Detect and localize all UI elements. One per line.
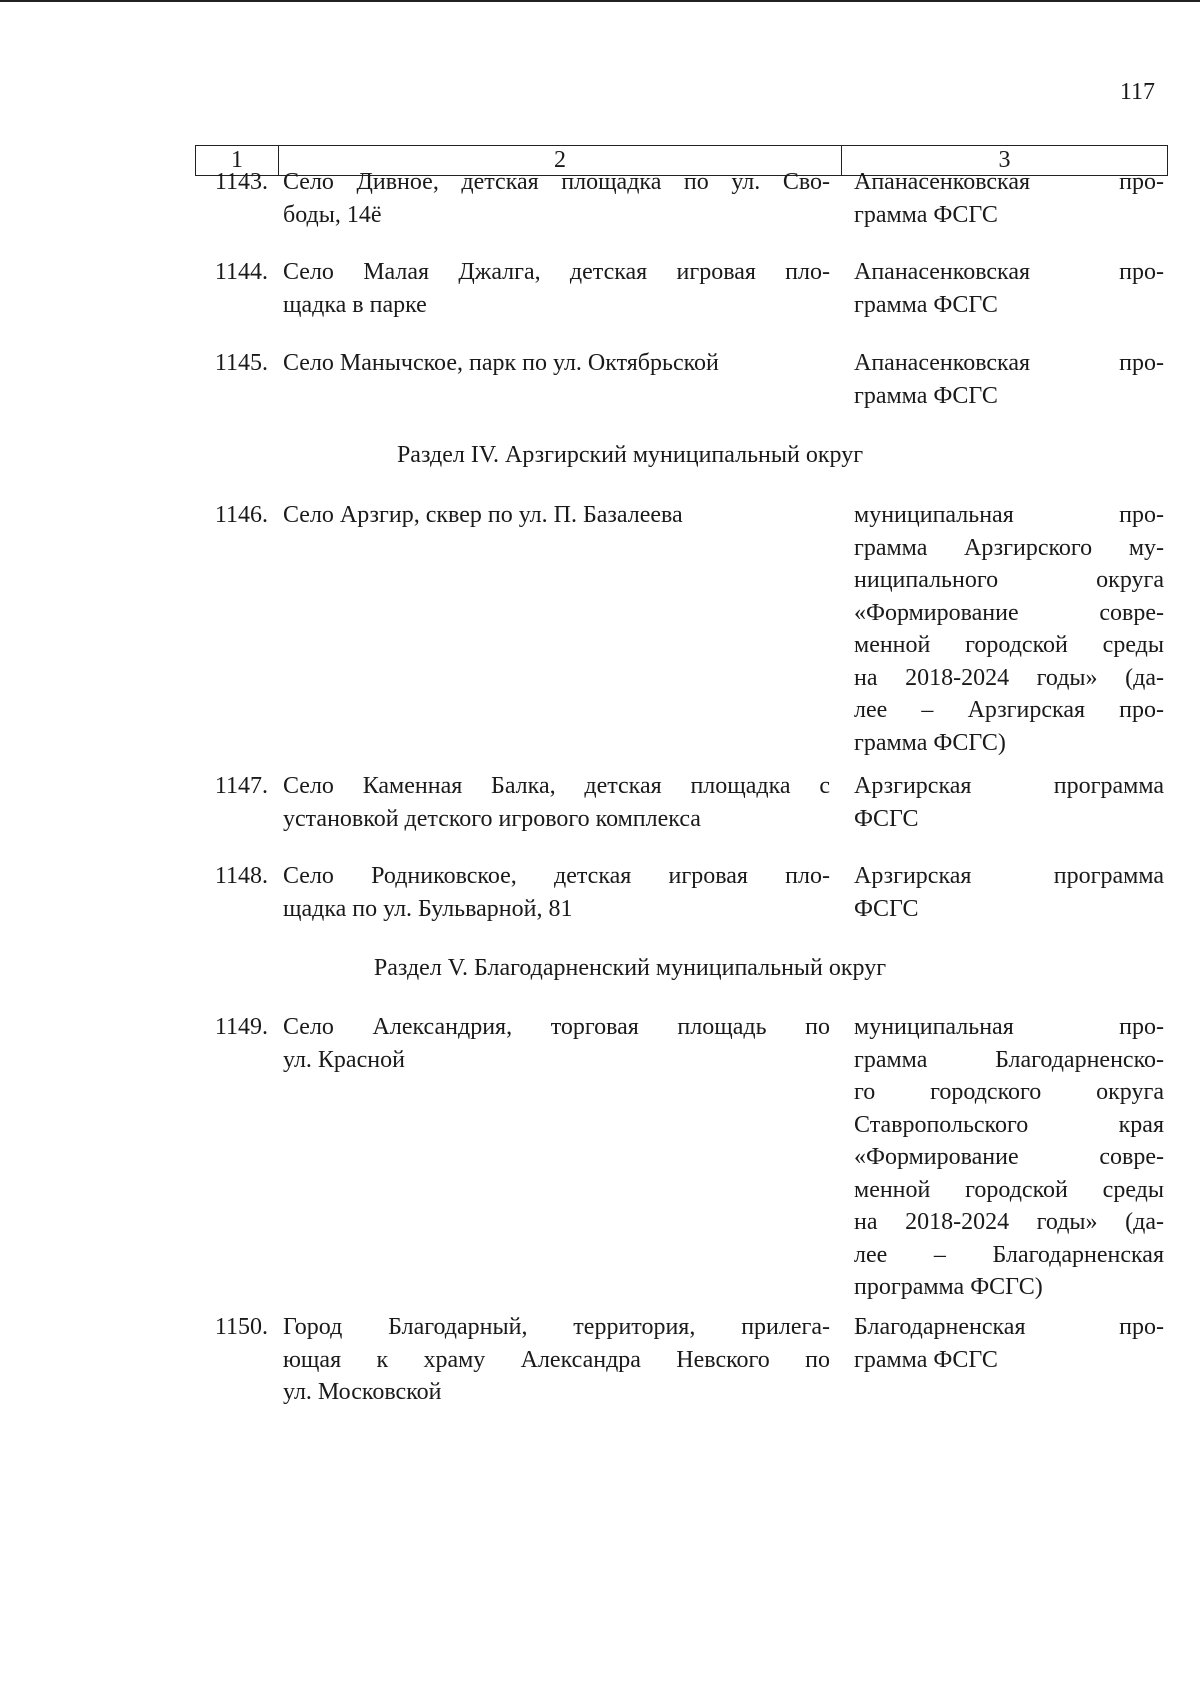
program-line: Апанасенковская про- — [854, 350, 1164, 376]
program-line: «Формирование совре- — [854, 1144, 1164, 1170]
program-line: муниципальная про- — [854, 1014, 1164, 1040]
program-line: ФСГС — [854, 895, 919, 922]
program-line: грамма ФСГС — [854, 291, 998, 318]
row-program — [854, 256, 1164, 321]
row-program — [854, 1011, 1164, 1304]
row-number: 1143. — [214, 169, 268, 195]
program-line: Ставропольского края — [854, 1111, 1164, 1138]
row-number: 1146. — [214, 502, 268, 528]
row-description — [283, 256, 830, 321]
program-line: Арзгирская программа — [854, 863, 1164, 889]
program-line: программа ФСГС) — [854, 1274, 1043, 1300]
description-line: ул. Красной — [283, 1046, 405, 1073]
description-line: Село Арзгир, сквер по ул. П. Базалеева — [283, 502, 683, 528]
description-line: Город Благодарный, территория, прилега- — [283, 1314, 830, 1340]
program-line: грамма Арзгирского му- — [854, 534, 1164, 561]
program-line: на 2018-2024 годы» (да- — [854, 664, 1164, 691]
program-line: Благодарненская про- — [854, 1314, 1164, 1340]
description-line: установкой детского игрового комплекса — [283, 805, 701, 832]
program-line: Апанасенковская про- — [854, 259, 1164, 285]
row-number: 1149. — [214, 1014, 268, 1040]
program-line: грамма ФСГС — [854, 382, 998, 409]
row-description — [283, 166, 830, 231]
row-description — [283, 347, 830, 380]
program-line: Арзгирская программа — [854, 773, 1164, 799]
description-line: щадка по ул. Бульварной, 81 — [283, 895, 573, 922]
section-heading: Раздел V. Благодарненский муниципальный округ — [373, 955, 887, 981]
program-line: грамма ФСГС — [854, 201, 998, 228]
row-program — [854, 347, 1164, 412]
description-line: Село Родниковское, детская игровая пло- — [283, 863, 830, 889]
program-line: грамма Благодарненско- — [854, 1046, 1164, 1073]
program-line: лее – Благодарненская — [854, 1241, 1164, 1268]
program-line: «Формирование совре- — [854, 599, 1164, 626]
column-header-2: 2 — [279, 146, 842, 175]
row-description — [283, 860, 830, 925]
row-number: 1150. — [214, 1314, 268, 1340]
program-line: муниципальная про- — [854, 502, 1164, 528]
page-number: 117 — [1119, 79, 1155, 105]
program-line: менной городской среды — [854, 632, 1164, 658]
description-line: щадка в парке — [283, 291, 427, 318]
row-description — [283, 499, 830, 532]
row-description — [283, 770, 830, 835]
description-line: Село Манычское, парк по ул. Октябрьской — [283, 350, 719, 376]
row-program — [854, 1311, 1164, 1376]
section-heading: Раздел IV. Арзгирский муниципальный округ — [396, 442, 864, 468]
program-line: грамма ФСГС) — [854, 729, 1006, 756]
description-line: ул. Московской — [283, 1379, 442, 1405]
column-header-1: 1 — [196, 146, 279, 175]
description-line: Село Каменная Балка, детская площадка с — [283, 773, 830, 799]
row-description — [283, 1311, 830, 1409]
program-line: лее – Арзгирская про- — [854, 697, 1164, 723]
row-program — [854, 770, 1164, 835]
description-line: Село Малая Джалга, детская игровая пло- — [283, 259, 830, 285]
row-program — [854, 166, 1164, 231]
row-number: 1147. — [214, 773, 268, 799]
description-line: боды, 14ё — [283, 201, 382, 228]
row-program — [854, 860, 1164, 925]
column-header-3: 3 — [998, 147, 1011, 173]
row-number: 1145. — [214, 350, 268, 376]
program-line: ФСГС — [854, 805, 919, 832]
description-line: Село Александрия, торговая площадь по — [283, 1014, 830, 1040]
row-program — [854, 499, 1164, 759]
top-rule — [0, 0, 1200, 2]
program-line: Апанасенковская про- — [854, 169, 1164, 195]
program-line: менной городской среды — [854, 1176, 1164, 1203]
program-line: го городского округа — [854, 1079, 1164, 1105]
program-line: грамма ФСГС — [854, 1346, 998, 1373]
description-line: ющая к храму Александра Невского по — [283, 1346, 830, 1373]
row-description — [283, 1011, 830, 1076]
program-line: ниципального округа — [854, 567, 1164, 593]
program-line: на 2018-2024 годы» (да- — [854, 1209, 1164, 1235]
row-number: 1148. — [214, 863, 268, 889]
row-number: 1144. — [214, 259, 268, 285]
description-line: Село Дивное, детская площадка по ул. Сво- — [283, 169, 830, 195]
